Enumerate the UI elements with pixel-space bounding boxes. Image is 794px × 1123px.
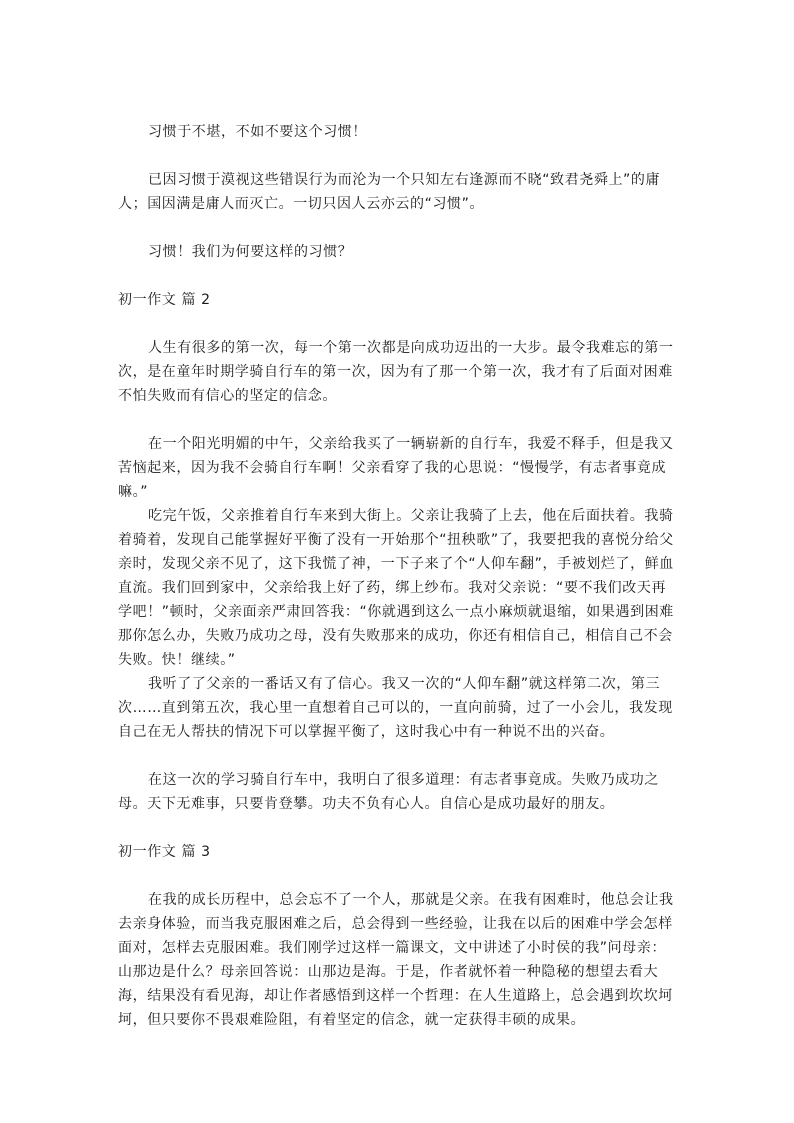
paragraph-habit-mediocrity: 已因习惯于漠视这些错误行为而沦为一个只知左右逢源而不晓“致君尧舜上”的庸人；国因满是庸人而灭亡。一切只因人云亦云的“习惯”。 <box>118 172 661 212</box>
paragraph-new-bike: 在一个阳光明媚的中午，父亲给我买了一辆崭新的自行车，我爱不释手，但是我又苦恼起来，因为我不会骑自行车啊！父亲看穿了我的心思说：“慢慢学，有志者事竟成嘛。” <box>118 436 674 500</box>
paragraph-first-time: 人生有很多的第一次，每一个第一次都是向成功迈出的一大步。最令我难忘的第一次，是在童年时期学骑自行车的第一次，因为有了那一个第一次，我才有了后面对困难不怕失败而有信心的坚定的信念。 <box>118 340 674 404</box>
section-heading-2: 初一作文 篇 2 <box>118 292 211 308</box>
paragraph-habit-conclusion: 习惯于不堪，不如不要这个习惯！ <box>148 124 367 140</box>
section-heading-3: 初一作文 篇 3 <box>118 844 211 860</box>
paragraph-father-growth: 在我的成长历程中，总会忘不了一个人，那就是父亲。在我有困难时，他总会让我去亲身体验，而当我克服困难之后，总会得到一些经验，让我在以后的困难中学会怎样面对，怎样去克服困难。我们刚学过这样一篇课文，文中讲述了小时侯的我”问母亲：山那边是什么？母亲回答说：山那边是海。于是，作者就怀着一种隐秘的想望去看大海，结果没有看见海，却让作者感悟到这样一个哲理：在人生道路上，总会遇到坎坎坷坷，但只要你不畏艰难险阻，有着坚定的信念，就一定获得丰硕的成果。 <box>118 892 674 1028</box>
paragraph-regained-confidence: 我听了了父亲的一番话又有了信心。我又一次的“人仰车翻”就这样第二次，第三次……直到第五次，我心里一直想着自己可以的，一直向前骑，过了一小会儿，我发现自己在无人帮扶的情况下可以掌握平衡了，这时我心中有一种说不出的兴奋。 <box>118 676 673 740</box>
paragraph-habit-question: 习惯！我们为何要这样的习惯？ <box>148 244 353 260</box>
paragraph-learning-to-ride: 吃完午饭，父亲推着自行车来到大街上。父亲让我骑了上去，他在后面扶着。我骑着骑着，发现自己能掌握好平衡了没有一开始那个“扭秧歌”了，我要把我的喜悦分给父亲时，发现父亲不见了，这下我慌了神，一下子来了个“人仰车翻”，手被划烂了，鲜血直流。我们回到家中，父亲给我上好了药，绑上纱布。我对父亲说：“要不我们改天再学吧！”顿时，父亲面亲严肃回答我：“你就遇到这么一点小麻烦就退缩，如果遇到困难那你怎么办，失败乃成功之母，没有失败那来的成功，你还有相信自己，相信自己不会失败。快！继续。” <box>118 508 674 668</box>
paragraph-lessons-learned: 在这一次的学习骑自行车中，我明白了很多道理：有志者事竟成。失败乃成功之母。天下无难事，只要肯登攀。功夫不负有心人。自信心是成功最好的朋友。 <box>118 772 659 812</box>
